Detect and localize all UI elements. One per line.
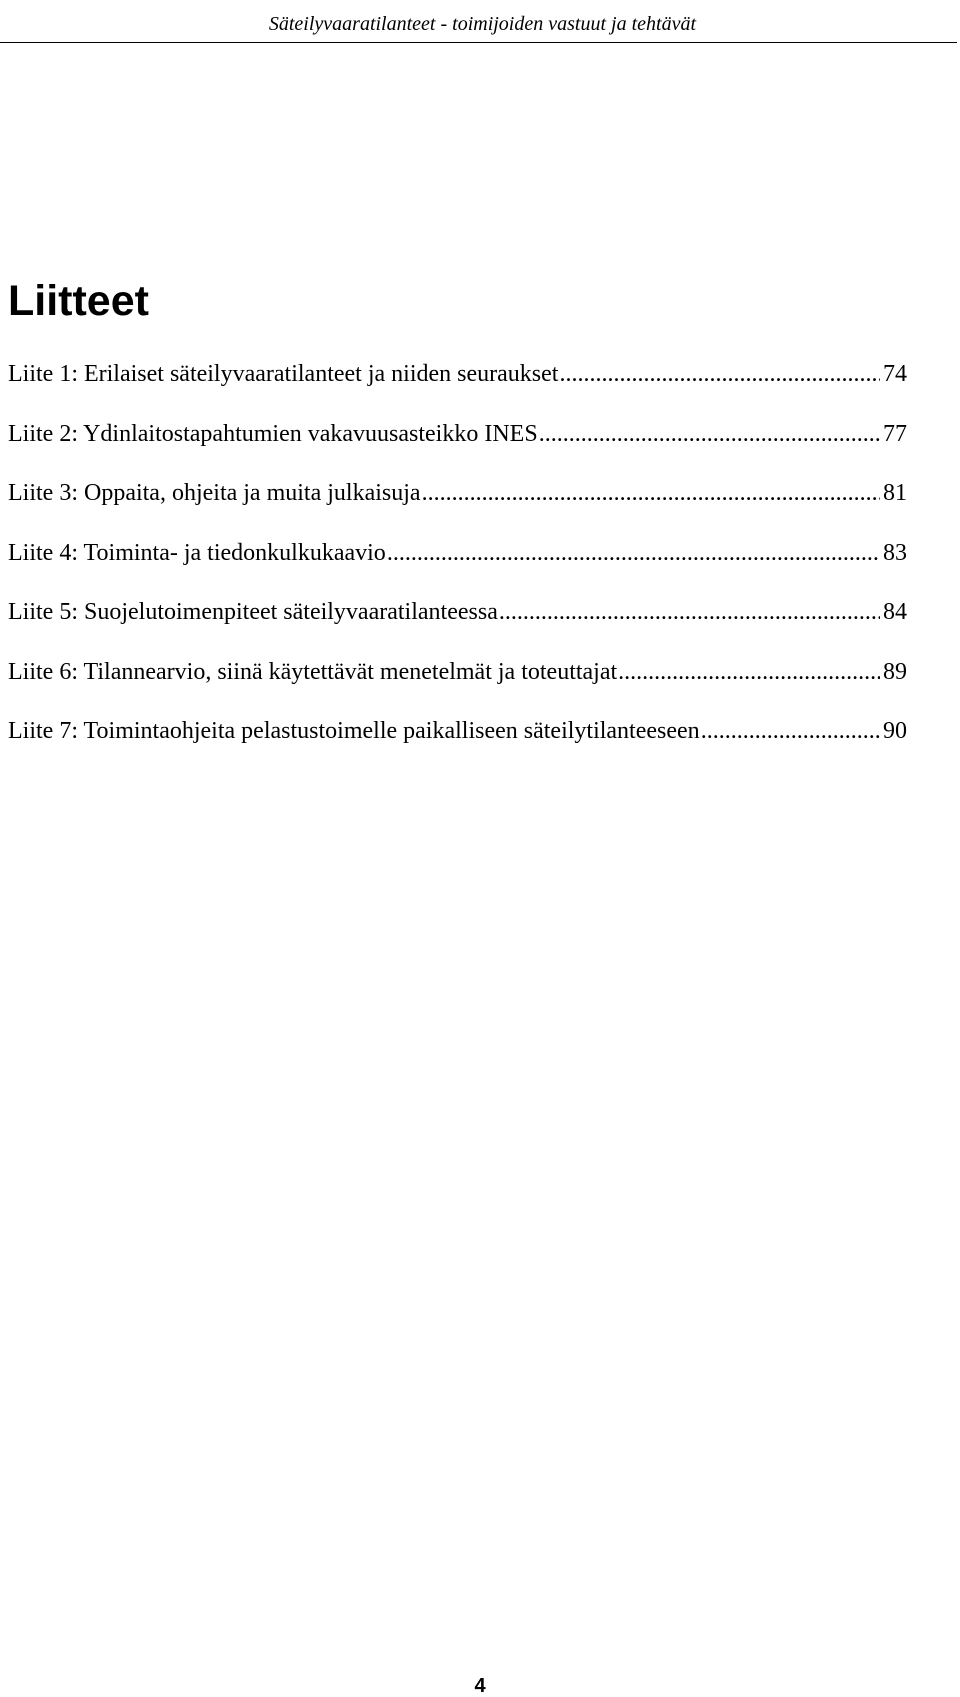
toc-entry-title: Liite 6: Tilannearvio, siinä käytettävät menetelmät ja toteuttajat xyxy=(8,658,618,685)
running-header-title: Säteilyvaaratilanteet - toimijoiden vastuut ja tehtävät xyxy=(268,13,696,35)
toc-entry-title: Liite 3: Oppaita, ohjeita ja muita julkaisuja xyxy=(8,480,421,506)
toc-entry-title: Liite 4: Toiminta- ja tiedonkulkukaavio xyxy=(8,539,386,566)
toc-entry-liite-7[interactable] xyxy=(8,716,907,776)
toc-entry-title: Liite 7: Toimintaohjeita pelastustoimelle paikalliseen säteilytilanteeseen xyxy=(8,718,700,744)
dot-leader xyxy=(539,419,880,449)
toc-entry-page: 77 xyxy=(883,420,907,447)
toc-entry-title: Liite 5: Suojelutoimenpiteet säteilyvaaratilanteessa xyxy=(8,599,498,625)
dot-leader xyxy=(499,597,880,627)
dot-leader xyxy=(422,478,880,508)
toc-entry-page: 89 xyxy=(883,658,907,685)
dot-leader xyxy=(387,538,880,568)
dot-leader xyxy=(618,657,880,687)
toc-entry-liite-6[interactable] xyxy=(8,657,907,717)
toc-entry-title: Liite 2: Ydinlaitostapahtumien vakavuusasteikko INES xyxy=(8,420,538,447)
toc-entry-title: Liite 1: Erilaiset säteilyvaaratilanteet ja niiden seuraukset xyxy=(8,361,559,387)
section-heading: Liitteet xyxy=(8,277,149,325)
page-number: 4 xyxy=(474,1675,486,1697)
toc-entry-liite-4[interactable] xyxy=(8,538,907,598)
toc-entry-liite-5[interactable] xyxy=(8,597,907,657)
running-header xyxy=(0,10,957,43)
toc-entry-page: 74 xyxy=(883,361,907,387)
dot-leader xyxy=(559,359,880,389)
toc-entry-page: 81 xyxy=(883,480,907,506)
toc-entry-page: 83 xyxy=(883,539,907,566)
toc-entry-liite-2[interactable] xyxy=(8,419,907,479)
table-of-contents xyxy=(8,359,907,776)
toc-entry-liite-3[interactable] xyxy=(8,478,907,538)
toc-entry-page: 84 xyxy=(883,599,907,625)
dot-leader xyxy=(701,716,880,746)
toc-entry-liite-1[interactable] xyxy=(8,359,907,419)
toc-entry-page: 90 xyxy=(883,718,907,744)
